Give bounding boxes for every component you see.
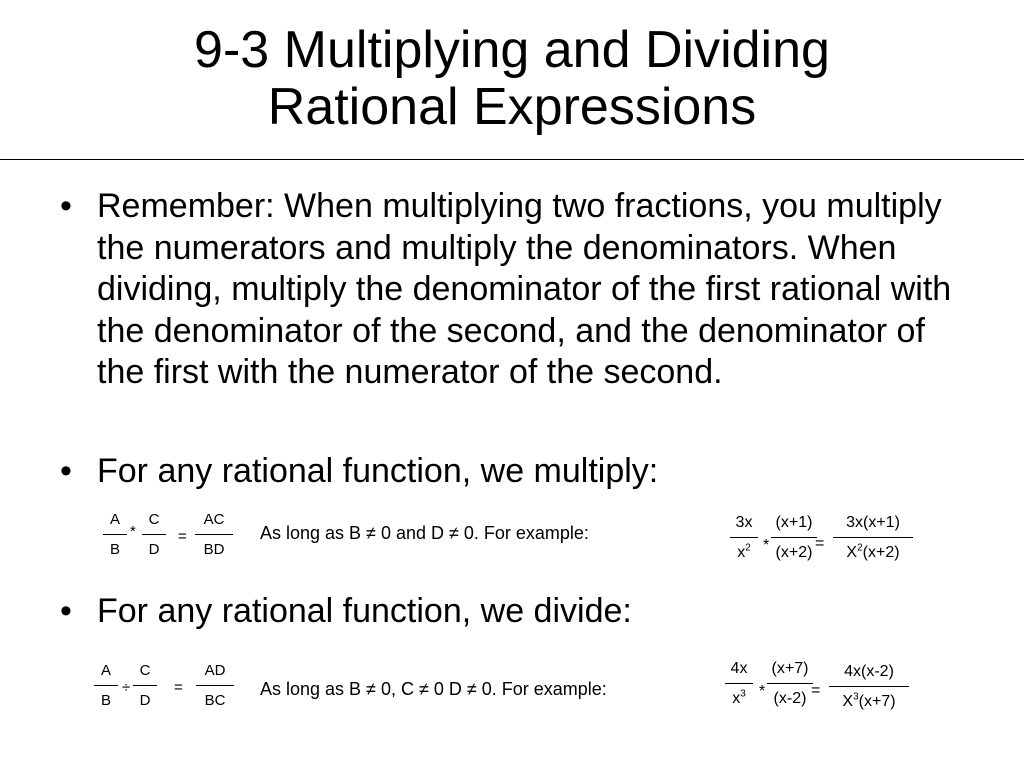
denominator-base: X (842, 693, 854, 710)
bullet-text: For any rational function, we multiply: (97, 452, 659, 490)
numerator: 3x (735, 514, 753, 531)
denominator-tail: (x+2) (862, 544, 900, 561)
numerator: A (100, 662, 111, 679)
exponent: 3 (853, 691, 859, 703)
fraction-bar (767, 683, 813, 684)
denominator-base: X (846, 544, 858, 561)
fraction-c-over-d (142, 511, 166, 558)
denominator: B (109, 541, 120, 558)
divide-operator: ÷ (122, 679, 131, 696)
fraction-bar (725, 683, 753, 684)
exponent: 2 (745, 542, 751, 554)
denominator: D (139, 692, 151, 709)
fraction-x7-over-x2 (767, 660, 813, 707)
numerator: (x+7) (771, 660, 809, 677)
multiply-operator: * (130, 523, 136, 540)
denominator: B (100, 692, 111, 709)
denominator-base: x (732, 690, 741, 707)
numerator: 4x (730, 660, 748, 677)
bullet-multiply (60, 451, 970, 493)
fraction-bar (196, 685, 234, 686)
fraction-bar (103, 534, 127, 535)
numerator: AC (203, 511, 225, 528)
bullet-text: Remember: When multiplying two fractions, you multiply the numerators and multiply the denominators. When dividing, multiply the denominator of the first rational with the denominator of the second, and the denominator of the first with the numerator of the second. (97, 187, 952, 391)
fraction-a-over-b (103, 511, 127, 558)
bullet-marker: • (60, 187, 72, 225)
title-divider (0, 159, 1024, 160)
fraction-result (829, 663, 909, 710)
slide-title-line-2: Rational Expressions (267, 78, 757, 136)
fraction-bar (771, 537, 817, 538)
bullet-marker: • (60, 452, 72, 490)
denominator (833, 544, 913, 561)
equals-sign: = (815, 535, 825, 552)
denominator-tail: (x+7) (858, 693, 896, 710)
fraction-bar (195, 534, 233, 535)
numerator: C (139, 662, 151, 679)
denominator: BC (204, 692, 226, 709)
slide-title (0, 22, 1024, 136)
fraction-bar (833, 537, 913, 538)
slide-title-line-1: 9-3 Multiplying and Dividing (194, 21, 830, 79)
fraction-bar (94, 685, 118, 686)
numerator: (x+1) (775, 514, 813, 531)
bullet-text: For any rational function, we divide: (97, 592, 632, 630)
fraction-result (195, 511, 233, 558)
fraction-a-over-b (94, 662, 118, 709)
divide-condition: As long as B ≠ 0, C ≠ 0 D ≠ 0. For example: (260, 679, 607, 699)
numerator: 4x(x-2) (844, 663, 894, 680)
numerator: AD (204, 662, 226, 679)
multiply-operator: * (763, 537, 770, 554)
bullet-remember (60, 186, 970, 394)
numerator: A (109, 511, 120, 528)
denominator: (x-2) (773, 690, 807, 707)
fraction-bar (133, 685, 157, 686)
fraction-c-over-d (133, 662, 157, 709)
exponent: 2 (857, 542, 863, 554)
fraction-result (196, 662, 234, 709)
fraction-bar (142, 534, 166, 535)
exponent: 3 (740, 688, 746, 700)
fraction-x1-over-x2 (771, 514, 817, 561)
fraction-4x-over-x3 (725, 660, 753, 707)
denominator-base: x (737, 544, 746, 561)
numerator: C (148, 511, 160, 528)
denominator (730, 544, 758, 561)
fraction-3x-over-x2 (730, 514, 758, 561)
denominator (725, 690, 753, 707)
equals-sign: = (811, 682, 821, 699)
multiply-operator: * (759, 683, 766, 700)
multiply-condition: As long as B ≠ 0 and D ≠ 0. For example: (260, 523, 589, 543)
denominator: (x+2) (775, 544, 813, 561)
bullet-divide (60, 591, 970, 633)
denominator (829, 693, 909, 710)
fraction-bar (730, 537, 758, 538)
equals-sign: = (174, 679, 183, 696)
numerator: 3x(x+1) (846, 514, 900, 531)
equals-sign: = (178, 528, 187, 545)
fraction-result (833, 514, 913, 561)
bullet-marker: • (60, 592, 72, 630)
denominator: BD (203, 541, 225, 558)
denominator: D (148, 541, 160, 558)
fraction-bar (829, 686, 909, 687)
